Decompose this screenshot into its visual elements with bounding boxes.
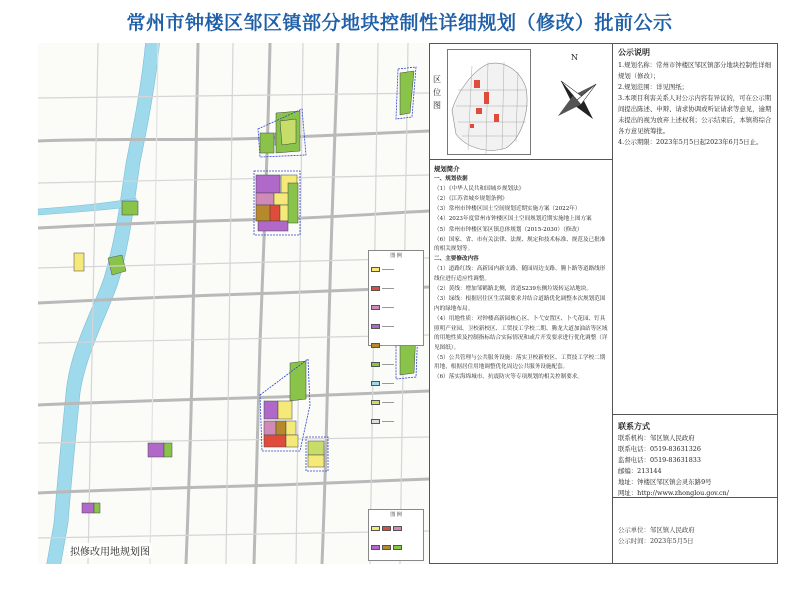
change-item: （4）用地性质：对钟楼高新园核心区、卜弋安置区、卜弋花园、钉具照明产业园、卫校新校区、工贸技工学校二期、腾龙大道加油站等区域的用地性质及控制指标结合实际情况和或片开发要求进行优化调整（详见图纸）。 (434, 315, 608, 351)
basis-item: （1）《中华人民共和国城乡规划法》 (434, 186, 525, 193)
intro-basis-heading: 一、规划依据 (434, 176, 468, 183)
land-use-map (38, 43, 430, 564)
postcode: 邮编：213144 (618, 467, 662, 475)
change-item: （6）落实海绵城市、抗震防灾等专项规划的相关控制要求。 (434, 374, 583, 381)
contact-heading: 联系方式 (618, 421, 650, 431)
page-title: 常州市钟楼区邹区镇部分地块控制性详细规划（修改）批前公示 (126, 12, 673, 34)
supervision-phone: 监督电话：0519-83631833 (618, 456, 701, 464)
publisher-unit: 公示单位：邹区镇人民政府 (618, 526, 695, 534)
change-item: （1）道路红线：高新园内新支路、随园周边支路、腾卜路等道路线形线位进行适应性调整。 (434, 266, 606, 283)
planning-introduction (430, 161, 613, 564)
change-item: （3）绿线：根据居住区生活圈要求并结合道路优化调整本次规划范围内的绿地布局。 (434, 296, 606, 312)
basis-item: （2）《江苏省城乡规划条例》 (434, 196, 508, 203)
north-label: N (571, 53, 578, 62)
legend-swatches (370, 259, 422, 430)
locator-panel (430, 43, 613, 160)
north-arrow-icon (548, 71, 606, 129)
legend-swatches-lower (370, 518, 422, 564)
legend-title-lower: 图 例 (390, 512, 402, 518)
notice-heading: 公示说明 (618, 47, 650, 57)
address: 地址：钟楼区邹区镇会灵东路9号 (618, 478, 712, 486)
legend-title: 图 例 (390, 253, 402, 259)
intro-changes-heading: 二、主要修改内容 (434, 256, 479, 263)
notice-section (613, 43, 778, 415)
basis-item: （6）国家、省、市有关法律、法规、规定和技术标准、规范及已批准的相关规划等。 (434, 236, 606, 253)
contact-phone: 联系电话：0519-83631326 (618, 445, 701, 453)
contact-agency: 联系机构：邹区镇人民政府 (618, 434, 695, 442)
notice-item: 1.规划名称：常州市钟楼区邹区镇部分地块控制性详细规划（修改）； (618, 61, 772, 80)
locator-label: 区 位 图 (433, 75, 441, 110)
river (46, 43, 160, 564)
notice-item: 4.公示期限：2023年5月5日起2023年6月5日止。 (618, 138, 763, 146)
change-item: （5）公共管理与公共服务设施：落实卫校新校区、工贸技工学校二期用地，根据居住用地调整优化周边公共服务设施配套。 (434, 354, 606, 371)
change-item: （2）黄线：增加邹鹤路北侧，省道S239东侧垃圾转运站地块。 (434, 286, 592, 293)
basis-item: （4）2023年度常州市钟楼区国土空间规划近期实施地上图方案 (434, 216, 592, 223)
right-panel (613, 43, 778, 564)
contact-section (613, 416, 778, 498)
map-legend-upper (368, 250, 424, 346)
intro-heading: 规划简介 (434, 165, 460, 173)
locator-inset-map (447, 49, 531, 155)
locator-inset-drawing (448, 50, 532, 156)
map-caption: 拟修改用地规划图 (68, 543, 152, 558)
publisher-section (613, 499, 778, 564)
basis-item: （3）常州市钟楼区国土空间规划近期实施方案（2022年） (434, 206, 581, 213)
map-legend-lower (368, 509, 424, 561)
notice-item: 2.规划范围：详见图纸； (618, 83, 689, 91)
notice-item: 3.本项目利害关系人对公示内容有异议的，可在公示期间提出陈述、申辩、请求协调或听证请求等意见，逾期未提出的视为放弃上述权利；公示结束后，本镇将综合各方意见统筹批。 (618, 94, 772, 135)
website-link[interactable]: 网址：http://www.zhonglou.gov.cn/ (618, 489, 729, 497)
publish-time: 公示时间：2023年5月5日 (618, 537, 694, 545)
middle-panel (430, 43, 613, 564)
basis-item: （5）常州市钟楼区邹区镇总体规划（2015-2030）（修改） (434, 226, 583, 233)
